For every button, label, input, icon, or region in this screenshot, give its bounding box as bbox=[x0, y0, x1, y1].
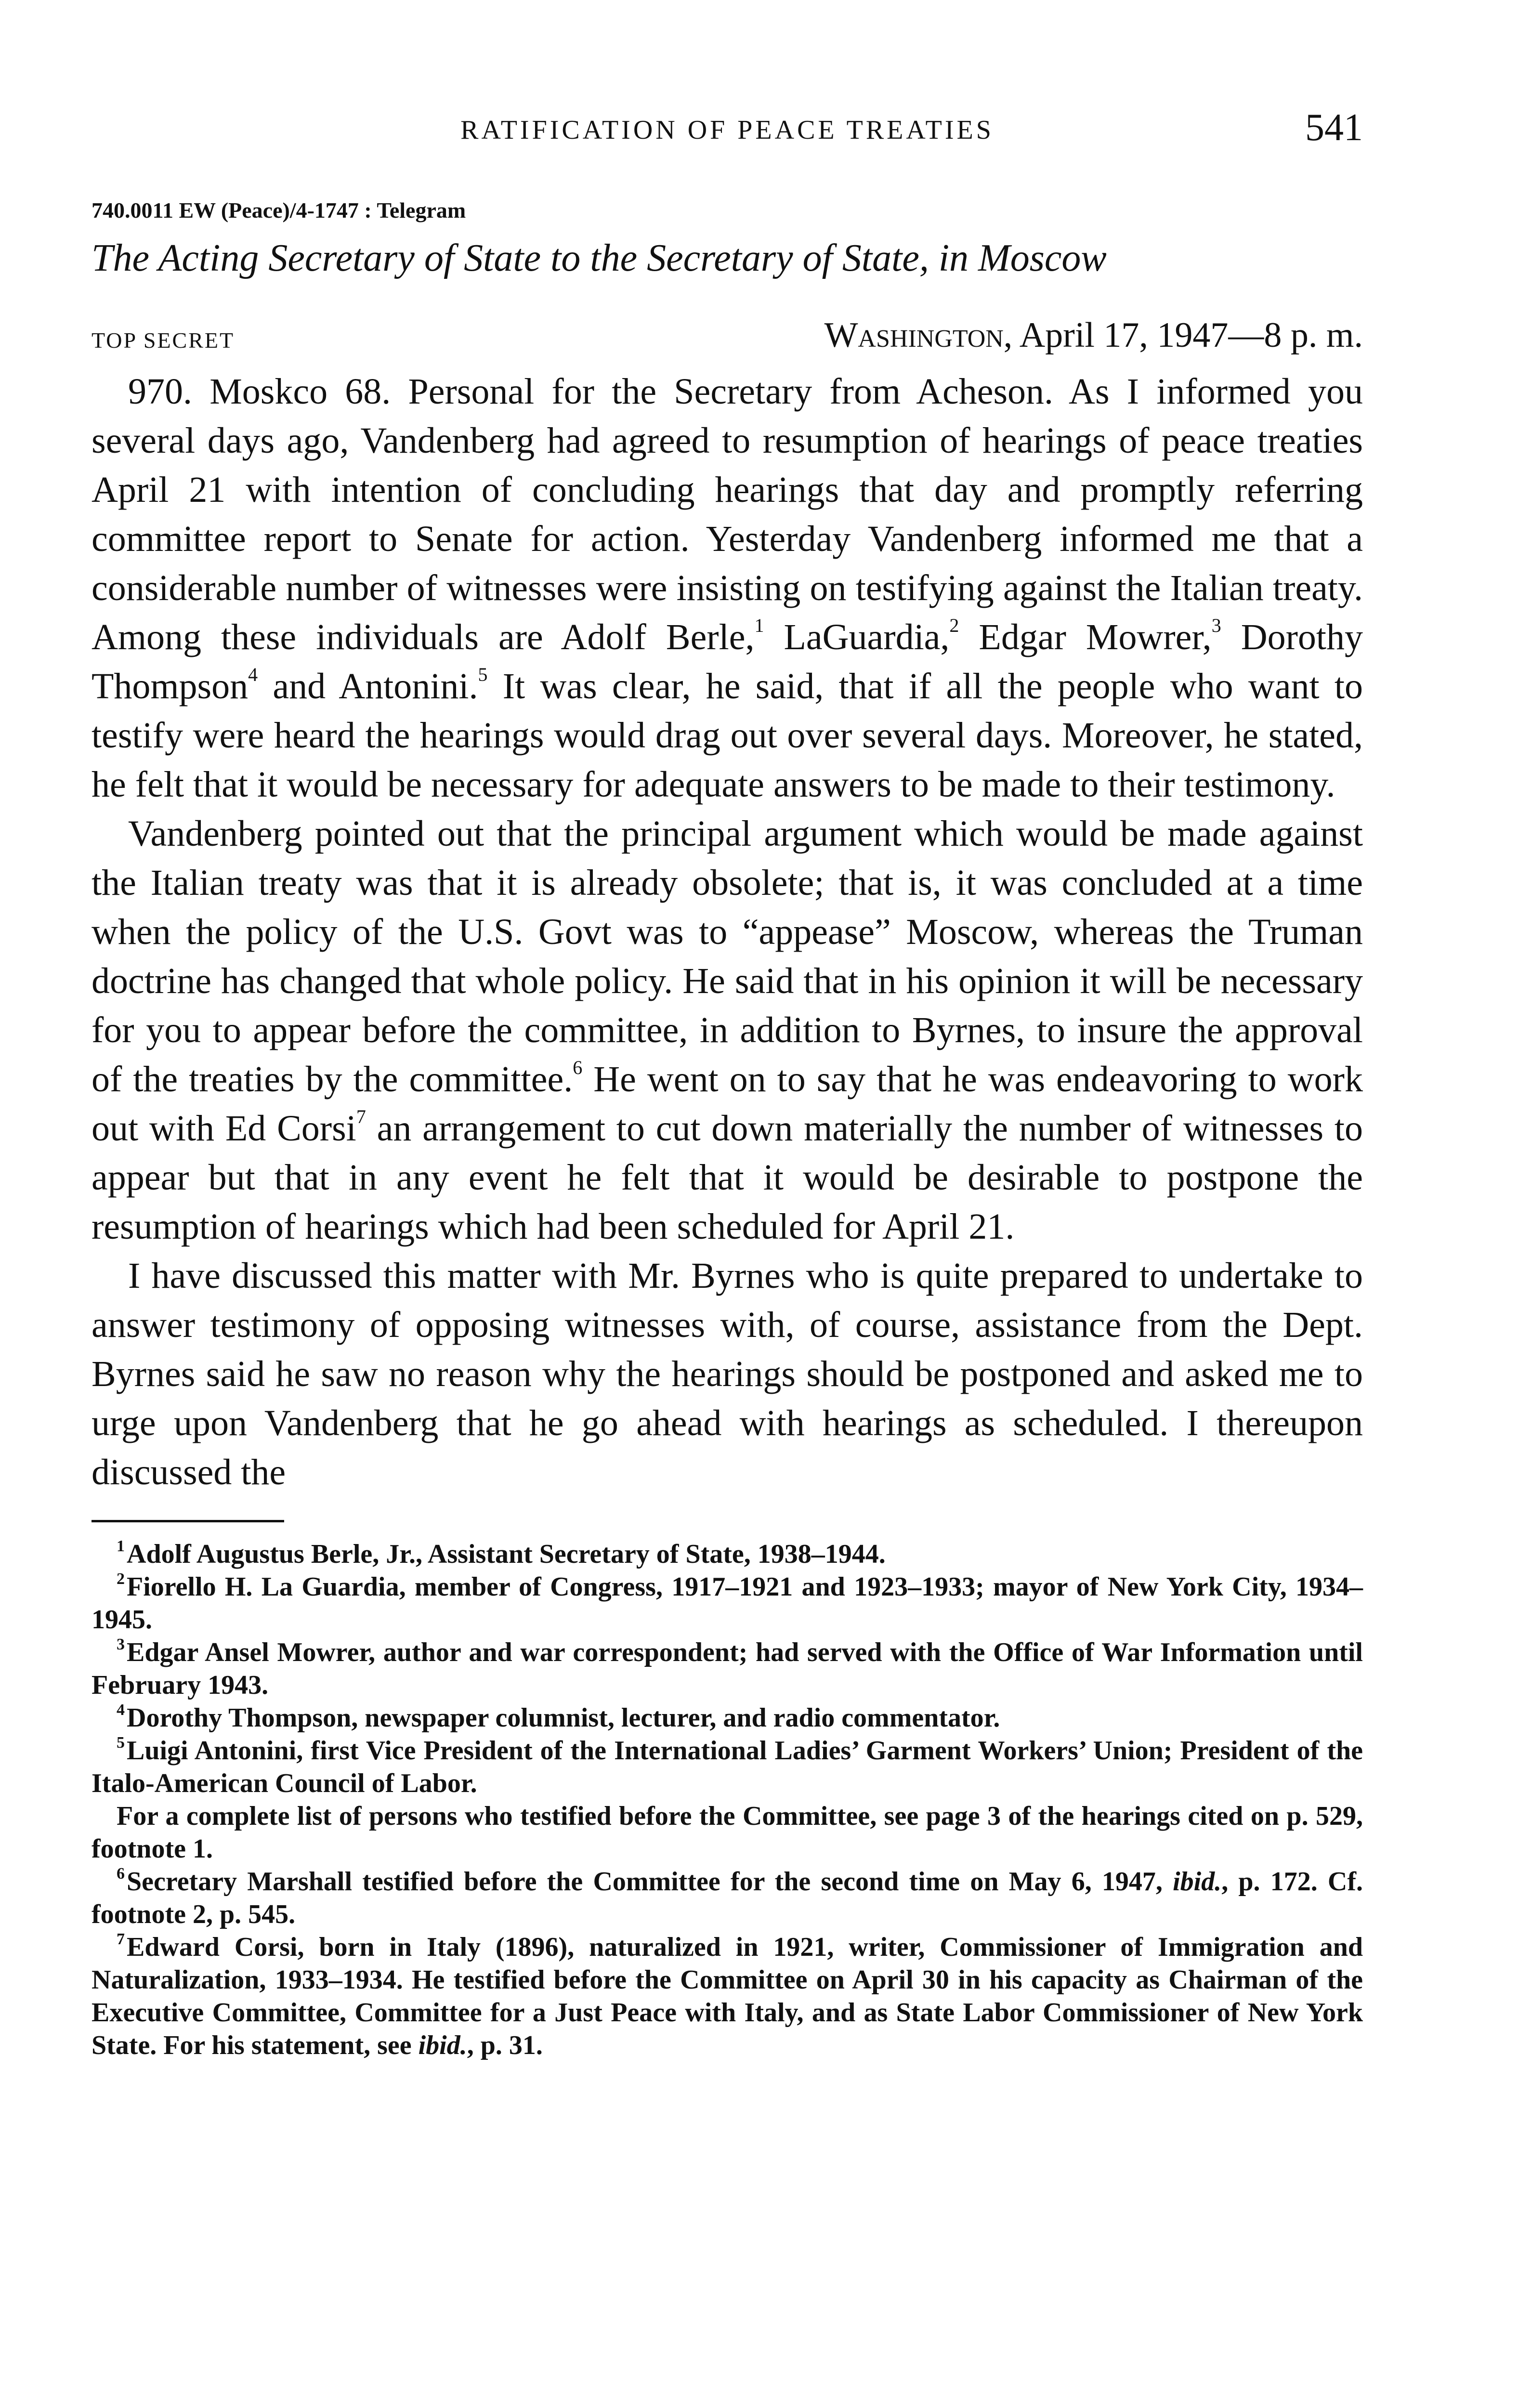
ibid-citation: ibid. bbox=[1173, 1867, 1222, 1897]
footnote-text: Fiorello H. La Guardia, member of Congress, 1917–1921 and 1923–1933; mayor of New York City, 1934–1945. bbox=[92, 1572, 1363, 1635]
dateline bbox=[92, 315, 1363, 363]
footnote-mark: 5 bbox=[117, 1734, 125, 1752]
footnote-ref-2: 2 bbox=[949, 615, 959, 636]
footnote-text: Edward Corsi, born in Italy (1896), naturalized in 1921, writer, Commissioner of Immigration and Naturalization, 1933–1934. He testified before the Committee on April 30 in his capacity as Chairman of the Executive Committee, Committee for a Just Peace with Italy, and as State Labor Commissioner of New York State. For his statement, see bbox=[92, 1932, 1363, 2060]
place: Washington, bbox=[824, 315, 1013, 355]
footnote-mark: 4 bbox=[117, 1701, 125, 1719]
paragraph-3: I have discussed this matter with Mr. Byrnes who is quite prepared to undertake to answer testimony of opposing witnesses with, of course, assistance from the Dept. Byrnes said he saw no reason why the hearings should be postponed and asked me to urge upon Vandenberg that he go ahead with hearings as scheduled. I thereupon discussed the bbox=[92, 1256, 1363, 1492]
text-segment: Edgar Mowrer, bbox=[959, 617, 1212, 657]
footnote-text: Secretary Marshall testified before the Committee for the second time on May 6, 1947, bbox=[127, 1867, 1173, 1897]
text-segment: 970. Moskco 68. Personal for the Secretary from Acheson. As I informed you several days ago, Vandenberg had agreed to resumption of hearings of peace treaties April 21 with intention of concluding hearings that day and promptly referring committee report to Senate for action. Yesterday Vandenberg informed me that a considerable number of witnesses were insisting on testifying against the Italian treaty. Among these individuals are Adolf Berle, bbox=[92, 371, 1363, 657]
running-title: RATIFICATION OF PEACE TREATIES bbox=[460, 115, 994, 145]
text-segment: and Antonini. bbox=[258, 666, 478, 707]
footnote-ref-1: 1 bbox=[754, 615, 764, 636]
footnote-3 bbox=[92, 1636, 1363, 1701]
text-segment: He went on to say that he was endeavoring to work out with Ed Corsi bbox=[92, 1059, 1363, 1149]
footnote-mark: 7 bbox=[117, 1930, 125, 1948]
paragraph-2 bbox=[92, 809, 1363, 1251]
place-and-date bbox=[824, 315, 1363, 356]
footnote-6 bbox=[92, 1865, 1363, 1931]
text-segment: Dorothy Thompson bbox=[92, 617, 1363, 707]
footnote-text: Adolf Augustus Berle, Jr., Assistant Secretary of State, 1938–1944. bbox=[127, 1539, 886, 1569]
footnote-5 bbox=[92, 1734, 1363, 1800]
date: April 17, 1947—8 p. m. bbox=[1019, 315, 1363, 355]
footnote-mark: 3 bbox=[117, 1636, 125, 1653]
paragraph-1 bbox=[92, 367, 1363, 809]
text-segment: It was clear, he said, that if all the people who want to testify were heard the hearings would drag out over several days. Moreover, he stated, he felt that it would be necessary for adequate answers to be made to their testimony. bbox=[92, 666, 1363, 805]
footnote-ref-4: 4 bbox=[248, 664, 258, 685]
footnote-7 bbox=[92, 1931, 1363, 2062]
footnote-text: , p. 172. Cf. footnote 2, p. 545. bbox=[92, 1867, 1363, 1929]
file-reference: 740.0011 EW (Peace)/4-1747 : Telegram bbox=[92, 198, 466, 222]
footnote-text: Luigi Antonini, first Vice President of the International Ladies’ Garment Workers’ Union; President of the Italo-American Council of Labor. bbox=[92, 1736, 1363, 1798]
footnote-mark: 2 bbox=[117, 1570, 125, 1588]
footnote-ref-5: 5 bbox=[478, 664, 488, 685]
footnote-text: , p. 31. bbox=[467, 2030, 543, 2060]
footnote-text: Edgar Ansel Mowrer, author and war correspondent; had served with the Office of War Information until February 1943. bbox=[92, 1637, 1363, 1700]
footnote-4 bbox=[92, 1701, 1363, 1734]
footnote-text: Dorothy Thompson, newspaper columnist, lecturer, and radio commentator. bbox=[127, 1703, 1000, 1733]
page-number: 541 bbox=[1305, 106, 1363, 149]
footnote-mark: 1 bbox=[117, 1537, 125, 1555]
footnote-2 bbox=[92, 1570, 1363, 1636]
classification-marking: TOP SECRET bbox=[92, 328, 235, 353]
footnote-1 bbox=[92, 1538, 1363, 1570]
document-title: The Acting Secretary of State to the Secretary of State, in Moscow bbox=[92, 237, 1107, 279]
footnote-5-continuation bbox=[92, 1800, 1363, 1865]
text-segment: Vandenberg pointed out that the principal argument which would be made against the Italian treaty was that it is already obsolete; that is, it was concluded at a time when the policy of the U.S. Govt was to “appease” Moscow, whereas the Truman doctrine has changed that whole policy. He said that in his opinion it will be necessary for you to appear before the committee, in addition to Byrnes, to insure the approval of the treaties by the committee. bbox=[92, 813, 1363, 1099]
footnote-ref-7: 7 bbox=[356, 1106, 366, 1127]
telegram-body bbox=[92, 367, 1363, 1497]
footnote-ref-3: 3 bbox=[1211, 615, 1221, 636]
text-segment: LaGuardia, bbox=[764, 617, 950, 657]
footnotes bbox=[92, 1538, 1363, 2062]
document-page bbox=[92, 106, 1363, 2062]
footnote-ref-6: 6 bbox=[573, 1057, 583, 1078]
footnote-mark: 6 bbox=[117, 1865, 125, 1883]
text-segment: an arrangement to cut down materially the number of witnesses to appear but that in any event he felt that it would be desirable to postpone the resumption of hearings which had been scheduled for April 21. bbox=[92, 1108, 1363, 1247]
footnote-divider bbox=[92, 1520, 284, 1522]
footnote-text: For a complete list of persons who testified before the Committee, see page 3 of the hearings cited on p. 529, footnote 1. bbox=[92, 1801, 1363, 1864]
running-header bbox=[92, 106, 1363, 154]
ibid-citation: ibid. bbox=[418, 2030, 467, 2060]
